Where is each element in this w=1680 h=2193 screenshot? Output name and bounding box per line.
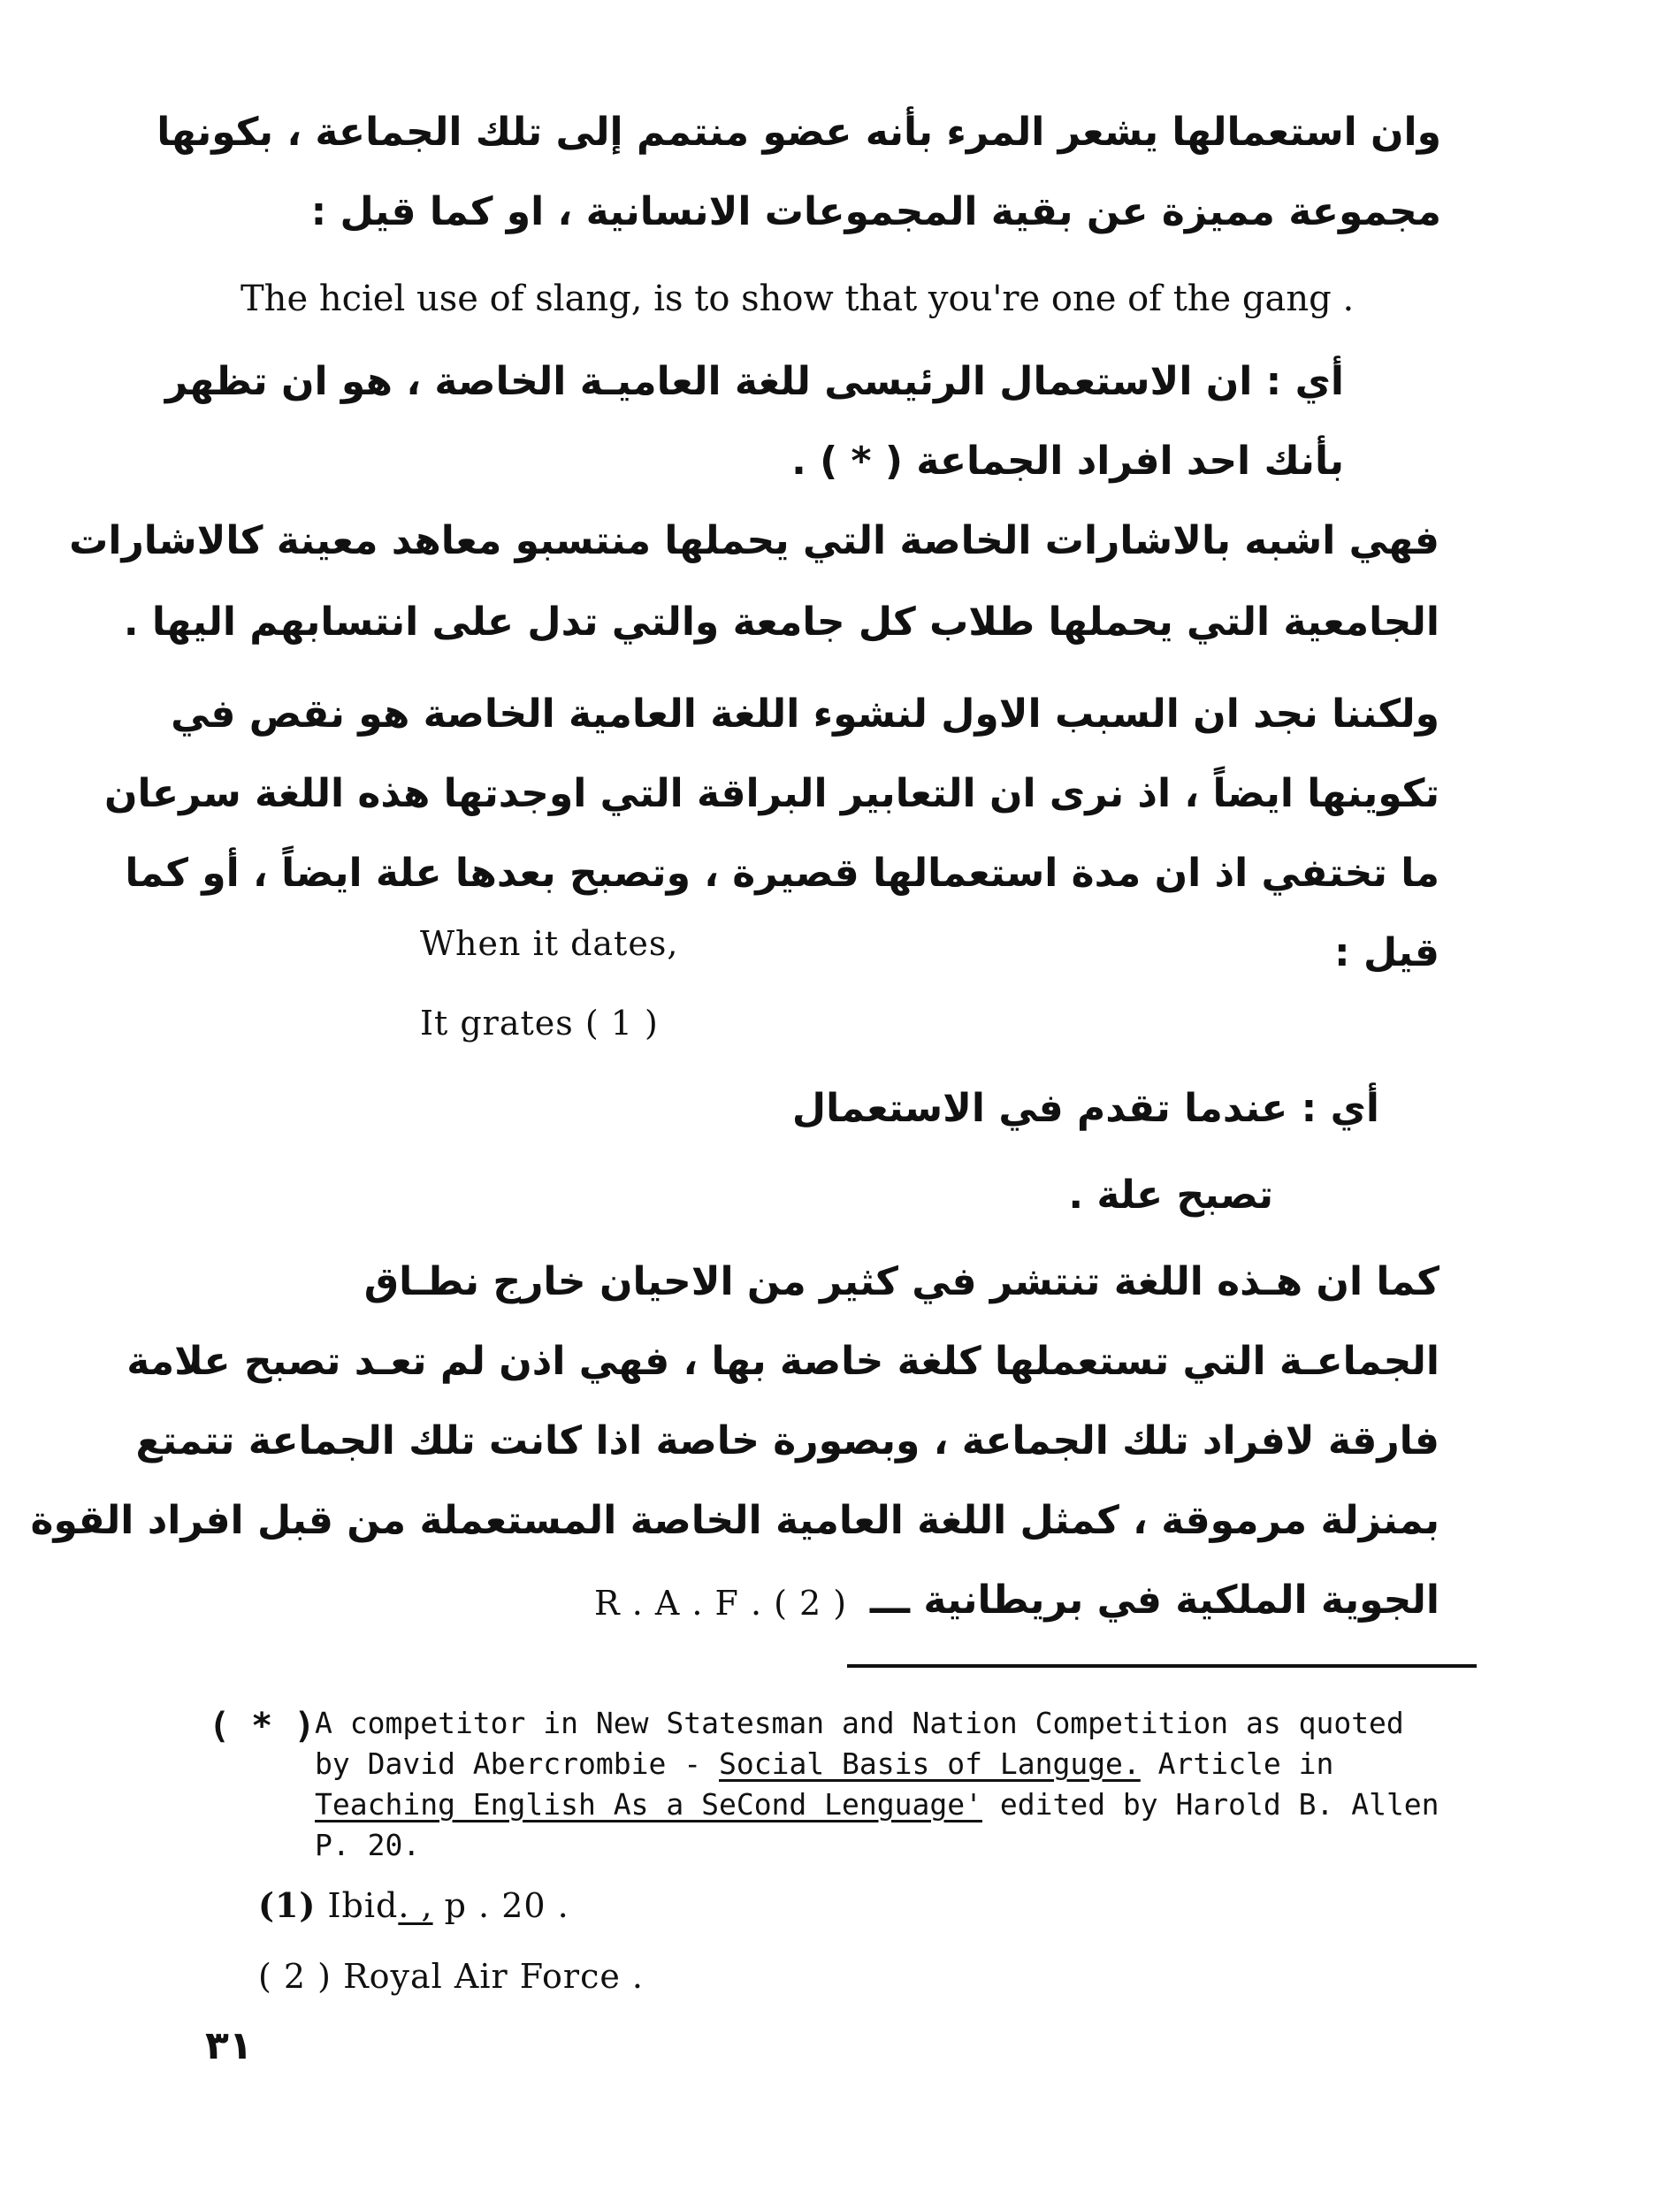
text-line: وان استعمالها يشعر المرء بأنه عضو منتمم إلى تلك الجماعة ، بكونها	[157, 110, 1441, 155]
footnote-text: . ,	[398, 1886, 433, 1925]
text-line: قيل :	[1334, 930, 1439, 975]
text-line: بأنك احد افراد الجماعة ( * ) .	[791, 439, 1344, 484]
footnote-book-title: Teaching English As a SeCond Lenguage'	[315, 1787, 982, 1822]
text-line: مجموعة مميزة عن بقية المجموعات الانسانية ، او كما قيل :	[310, 189, 1441, 234]
footnote-text: Ibid	[327, 1886, 399, 1925]
english-verse-line: When it dates,	[420, 924, 679, 963]
footnote-line	[315, 1746, 1334, 1781]
translation-line: تصبح علة .	[1068, 1173, 1273, 1218]
page-number: ٣١	[205, 2023, 253, 2068]
translation-line: أي : عندما تقدم في الاستعمال	[791, 1086, 1379, 1131]
text-line: ولكننا نجد ان السبب الاول لنشوء اللغة العامية الخاصة هو نقص في	[171, 692, 1439, 737]
abbreviation: R . A . F . ( 2 )	[594, 1584, 848, 1623]
text-line: ما تختفي اذ ان مدة استعمالها قصيرة ، وتصبح بعدها علة ايضاً ، أو كما	[125, 851, 1439, 896]
text-line: تكوينها ايضاً ، اذ نرى ان التعابير البراقة التي اوجدتها هذه اللغة سرعان	[103, 771, 1439, 816]
text-line: أي : ان الاستعمال الرئيسى للغة العاميـة الخاصة ، هو ان تظهر	[164, 359, 1344, 404]
footnote-marker: ( * )	[209, 1706, 316, 1746]
text-line: فهي اشبه بالاشارات الخاصة التي يحملها منتسبو معاهد معينة كالاشارات	[69, 518, 1439, 563]
text-line: الجوية الملكية في بريطانية ـــ	[869, 1578, 1439, 1623]
footnote-text: Article in	[1140, 1746, 1334, 1781]
footnote-marker: (1)	[258, 1885, 317, 1925]
footnote-line: ( 2 ) Royal Air Force .	[258, 1957, 645, 1996]
footnote-text: edited by Harold B. Allen	[981, 1787, 1439, 1822]
footnote-line	[315, 1787, 1439, 1822]
text-line: فارقة لافراد تلك الجماعة ، وبصورة خاصة اذا كانت تلك الجماعة تتمتع	[135, 1418, 1439, 1463]
footnote-author: by David Abercrombie -	[315, 1746, 719, 1781]
footnote-rule	[847, 1664, 1477, 1668]
footnote-text: p . 20 .	[432, 1886, 569, 1925]
english-quote: The hciel use of slang, is to show that you're one of the gang .	[241, 279, 1355, 319]
text-line: الجماعـة التي تستعملها كلغة خاصة بها ، فهي اذن لم تعـد تصبح علامة	[126, 1339, 1439, 1384]
text-line: الجامعية التي يحملها طلاب كل جامعة والتي تدل على انتسابهم اليها .	[123, 600, 1439, 645]
text-line: كما ان هـذه اللغة تنتشر في كثير من الاحيان خارج نطـاق	[363, 1259, 1439, 1304]
footnote-line: P. 20.	[315, 1828, 421, 1862]
footnote-article-title: Social Basis of Languge.	[718, 1746, 1141, 1781]
footnote-line: A competitor in New Statesman and Nation Competition as quoted	[315, 1706, 1404, 1740]
english-verse-line: It grates ( 1 )	[420, 1004, 659, 1043]
text-line: بمنزلة مرموقة ، كمثل اللغة العامية الخاصة المستعملة من قبل افراد القوة	[30, 1498, 1439, 1543]
footnote-line	[258, 1885, 569, 1925]
